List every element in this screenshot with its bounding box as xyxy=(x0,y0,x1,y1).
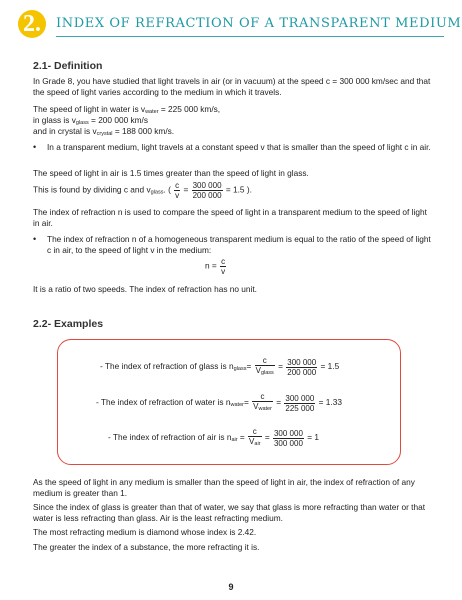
speed-crystal-line: and in crystal is vcrystal = 188 000 km/s. xyxy=(33,126,175,137)
index-definition-paragraph: The index of refraction n is used to compare the speed of light in a transparent medium to the speed of light in air. xyxy=(33,207,427,228)
glass-comparison-line: The speed of light in air is 1.5 times greater than the speed of light in glass. xyxy=(33,168,309,178)
example-air: - The index of refraction of air is nair = $\frac{c}{\text{Vair}}$ = $\frac{300 000}{300 000}$ = 1 xyxy=(108,427,319,448)
closing-paragraph-1: As the speed of light in any medium is smaller than the speed of light in air, the index of refraction of any medium is greater than 1. xyxy=(33,477,415,498)
example-water: - The index of refraction of water is nwater= $\frac{c}{\text{Vwater}}$ = $\frac{300 000}{225 000}$ = 1.33 xyxy=(96,392,342,413)
speed-glass-line: in glass is vglass = 200 000 km/s xyxy=(33,115,148,126)
section-heading-examples: 2.2- Examples xyxy=(33,318,104,330)
closing-paragraph-4: The greater the index of a substance, the more refracting it is. xyxy=(33,542,260,552)
examples-box xyxy=(57,339,401,465)
fraction-c-over-v: $\frac{c}{v}$ xyxy=(175,181,180,200)
chapter-number-badge: 2. xyxy=(18,10,46,38)
speed-water-line: The speed of light in water is vwater = 225 000 km/s, xyxy=(33,104,221,115)
closing-paragraph-3: The most refracting medium is diamond whose index is 2.42. xyxy=(33,527,257,537)
chapter-header xyxy=(14,8,462,42)
section-heading-definition: 2.1- Definition xyxy=(33,60,103,72)
example-glass: - The index of refraction of glass is nglass= $\frac{c}{\text{Vglass}}$ = $\frac{300 000}{200 000}$ = 1.5 xyxy=(100,356,340,377)
formula-n-equals-c-over-v: n = $\frac{c}{v}$ xyxy=(205,257,226,276)
intro-paragraph: In Grade 8, you have studied that light travels in air (or in vacuum) at the speed c = 300 000 km/sec and that the speed of light varies according to the medium in which it travels. xyxy=(33,76,431,97)
dividing-line: This is found by dividing c and vglass. ( $\frac{c}{v}$ = $\frac{300 000}{200 000}$ = 1.5 ). xyxy=(33,181,252,200)
bullet-marker: • xyxy=(33,234,37,244)
chapter-title: INDEX OF REFRACTION OF A TRANSPARENT MEDIUM xyxy=(56,16,462,31)
bullet-marker: • xyxy=(33,142,37,152)
header-rule xyxy=(56,36,444,37)
bullet-constant-speed: In a transparent medium, light travels at a constant speed v that is smaller than the speed of light c in air. xyxy=(47,142,431,152)
page-number: 9 xyxy=(228,582,234,592)
bullet-index-ratio: The index of refraction n of a homogeneous transparent medium is equal to the ratio of the speed of light c in air, to the speed of light v in the medium: xyxy=(47,234,431,255)
fraction-speeds: $\frac{300 000}{200 000}$ xyxy=(192,181,222,200)
ratio-note: It is a ratio of two speeds. The index of refraction has no unit. xyxy=(33,284,257,294)
closing-paragraph-2: Since the index of glass is greater than that of water, we say that glass is more refracting than water or that water is less refracting than glass. Air is the least refracting medium. xyxy=(33,502,425,523)
